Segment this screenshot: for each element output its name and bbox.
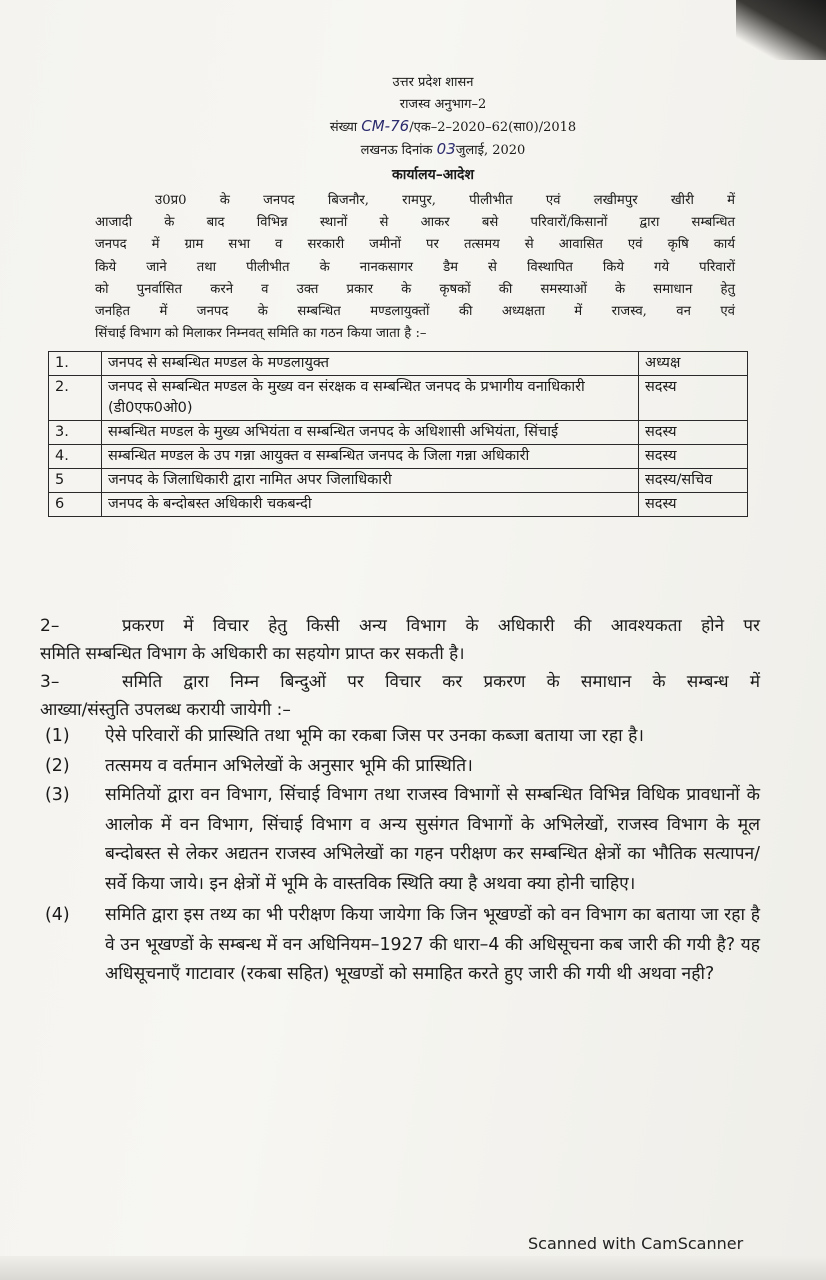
table-row: [49, 352, 748, 376]
government-name: उत्तर प्रदेश शासन: [392, 75, 474, 90]
member-designation: सम्बन्धित मण्डल के मुख्य अभियंता व सम्बन्धित जनपद के अधिशासी अभियंता, सिंचाई: [102, 421, 639, 445]
point-number: (3): [45, 785, 70, 805]
point-text: तत्समय व वर्तमान अभिलेखों के अनुसार भूमि की प्रास्थिति।: [105, 755, 473, 776]
member-role: सदस्य: [639, 445, 748, 469]
intro-line: किये जाने तथा पीलीभीत के नानकसागर डैम से विस्थापित किये गये परिवारों: [95, 259, 735, 275]
member-role: सदस्य: [639, 493, 748, 517]
intro-line: सिंचाई विभाग को मिलाकर निम्नवत् समिति का गठन किया जाता है :–: [95, 326, 427, 342]
table-row: [49, 493, 748, 517]
list-item: [45, 722, 760, 752]
section-3-line-2: आख्या/संस्तुति उपलब्ध करायी जायेगी :–: [40, 700, 291, 720]
intro-line: उ0प्र0 के जनपद बिजनौर, रामपुर, पीलीभीत एवं लखीमपुर खीरी में: [155, 193, 735, 208]
intro-line: को पुनर्वासित करने व उक्त प्रकार के कृषकों की समस्याओं के समाधान हेतु: [95, 281, 735, 297]
point-text: ऐसे परिवारों की प्रास्थिति तथा भूमि का रकबा जिस पर उनका कब्जा बताया जा रहा है।: [105, 726, 644, 746]
point-number: (2): [45, 755, 70, 776]
member-designation: जनपद के जिलाधिकारी द्वारा नामित अपर जिलाधिकारी: [102, 469, 639, 493]
section-2-line-2: समिति सम्बन्धित विभाग के अधिकारी का सहयोग प्राप्त कर सकती है।: [40, 644, 465, 664]
section-3: [40, 668, 760, 724]
committee-table: [48, 351, 748, 517]
list-item: [45, 781, 760, 899]
order-date: [30, 140, 826, 158]
intro-line: आजादी के बाद विभिन्न स्थानों से आकर बसे परिवारों/किसानों द्वारा सम्बन्धित: [95, 215, 735, 231]
document-title: कार्यालय–आदेश: [392, 167, 474, 183]
intro-line: जनहित में जनपद के सम्बन्धित मण्डलायुक्तों की अध्यक्षता में राजस्व, वन एवं: [95, 304, 735, 320]
point-number: (4): [45, 905, 70, 925]
table-row: [49, 469, 748, 493]
member-designation: जनपद से सम्बन्धित मण्डल के मण्डलायुक्त: [102, 352, 639, 376]
reference-handwritten: CM-76: [361, 117, 410, 135]
member-designation: सम्बन्धित मण्डल के उप गन्ना आयुक्त व सम्बन्धित जनपद के जिला गन्ना अधिकारी: [102, 445, 639, 469]
list-item: [45, 752, 760, 782]
consideration-points: [45, 722, 760, 990]
section-3-text-1: समिति द्वारा निम्न बिन्दुओं पर विचार कर प्रकरण के समाधान के सम्बन्ध में: [122, 672, 760, 692]
section-2-line-1: [40, 612, 760, 640]
intro-paragraph: [95, 190, 735, 345]
scan-shadow: [736, 0, 826, 60]
row-number: 1.: [49, 352, 102, 376]
member-role: सदस्य: [639, 421, 748, 445]
section-3-label: 3–: [40, 672, 60, 692]
section-2-label: 2–: [40, 616, 60, 636]
scan-bottom-edge: [0, 1256, 826, 1280]
member-designation: जनपद के बन्दोबस्त अधिकारी चकबन्दी: [102, 493, 639, 517]
date-suffix: जुलाई, 2020: [455, 143, 526, 158]
table-row: [49, 376, 748, 421]
row-number: 6: [49, 493, 102, 517]
reference-suffix: /एक–2–2020–62(सा0)/2018: [409, 120, 577, 135]
date-handwritten: 03: [436, 140, 456, 158]
scanner-watermark: Scanned with CamScanner: [528, 1234, 744, 1253]
intro-line: जनपद में ग्राम सभा व सरकारी जमीनों पर तत्समय से आवासित एवं कृषि कार्य: [95, 237, 735, 253]
row-number: 4.: [49, 445, 102, 469]
department-section: राजस्व अनुभाग–2: [399, 97, 487, 112]
row-number: 3.: [49, 421, 102, 445]
row-number: 2.: [49, 376, 102, 421]
table-row: [49, 421, 748, 445]
section-2-text-1: प्रकरण में विचार हेतु किसी अन्य विभाग के अधिकारी की आवश्यकता होने पर: [122, 616, 760, 636]
member-role: सदस्य/सचिव: [639, 469, 748, 493]
point-number: (1): [45, 726, 70, 746]
table-row: [49, 445, 748, 469]
row-number: 5: [49, 469, 102, 493]
point-text: समितियों द्वारा वन विभाग, सिंचाई विभाग तथा राजस्व विभागों से सम्बन्धित विभिन्न विधिक प्रावधानों के आलोक में वन विभाग, सिंचाई विभाग व अन्य सुसंगत विभागों के अभिलेखों, राजस्व विभाग के मूल बन्दोबस्त से लेकर अद्यतन राजस्व अभिलेखों का गहन परीक्षण कर सम्बन्धित क्षेत्रों का भौतिक सत्यापन/सर्वे किया जाये। इन क्षेत्रों में भूमि के वास्तविक स्थिति क्या है अथवा क्या होनी चाहिए।: [105, 785, 760, 894]
date-prefix: लखनऊ दिनांक: [360, 143, 433, 158]
reference-number: [40, 117, 826, 135]
member-role: सदस्य: [639, 376, 748, 421]
section-2: [40, 612, 760, 668]
reference-prefix: संख्या: [329, 120, 358, 135]
point-text: समिति द्वारा इस तथ्य का भी परीक्षण किया जायेगा कि जिन भूखण्डों को वन विभाग का बताया जा रहा है वे उन भूखण्डों के सम्बन्ध में वन अधिनियम–1927 की धारा–4 की अधिसूचना कब जारी की गयी है? यह अधिसूचनाएँ गाटावार (रकबा सहित) भूखण्डों को समाहित करते हुए जारी की गयी थी अथवा नही?: [105, 905, 760, 984]
section-3-line-1: [40, 668, 760, 696]
member-role: अध्यक्ष: [639, 352, 748, 376]
list-item: [45, 901, 760, 990]
member-designation: जनपद से सम्बन्धित मण्डल के मुख्य वन संरक्षक व सम्बन्धित जनपद के प्रभागीय वनाधिकारी (डी0एफ0ओ0): [102, 376, 639, 421]
